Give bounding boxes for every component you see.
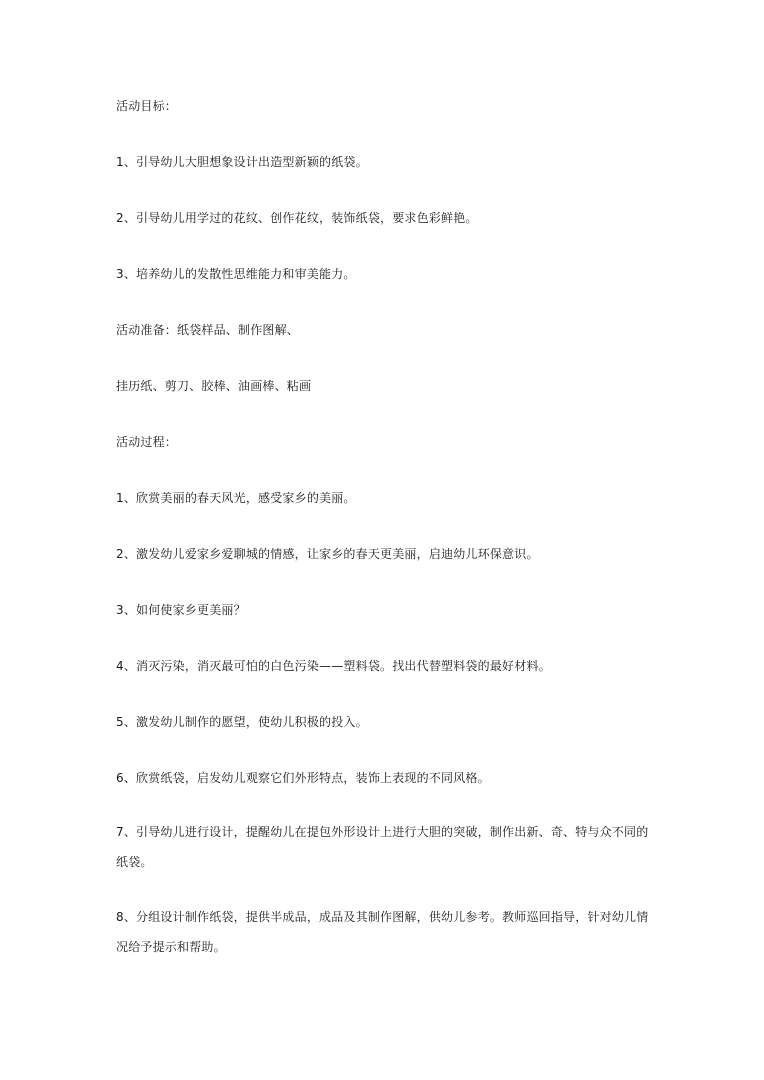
process-heading: 活动过程： [116, 435, 178, 449]
goal-item-3: 3、培养幼儿的发散性思维能力和审美能力。 [116, 267, 356, 281]
process-item-4: 4、消灭污染，消灭最可怕的白色污染——塑料袋。找出代替塑料袋的最好材料。 [116, 659, 551, 673]
preparation-line-1: 活动准备：纸袋样品、制作图解、 [116, 323, 300, 337]
process-item-8: 8、分组设计制作纸袋，提供半成品，成品及其制作图解，供幼儿参考。教师巡回指导，针对幼儿情况给予提示和帮助。 [116, 910, 649, 954]
process-item-3: 3、如何使家乡更美丽？ [116, 603, 246, 617]
process-item-2: 2、激发幼儿爱家乡爱聊城的情感，让家乡的春天更美丽，启迪幼儿环保意识。 [116, 547, 539, 561]
preparation-line-2: 挂历纸、剪刀、胶棒、油画棒、粘画 [116, 379, 312, 393]
goal-item-1: 1、引导幼儿大胆想象设计出造型新颖的纸袋。 [116, 155, 368, 169]
goal-item-2: 2、引导幼儿用学过的花纹、创作花纹，装饰纸袋，要求色彩鲜艳。 [116, 211, 478, 225]
process-item-7: 7、引导幼儿进行设计，提醒幼儿在提包外形设计上进行大胆的突破，制作出新、奇、特与众不同的纸袋。 [116, 825, 649, 869]
process-item-1: 1、欣赏美丽的春天风光，感受家乡的美丽。 [116, 491, 356, 505]
goals-heading: 活动目标： [116, 99, 178, 113]
process-item-5: 5、激发幼儿制作的愿望，使幼儿积极的投入。 [116, 715, 368, 729]
process-item-6: 6、欣赏纸袋，启发幼儿观察它们外形特点，装饰上表现的不同风格。 [116, 771, 490, 785]
